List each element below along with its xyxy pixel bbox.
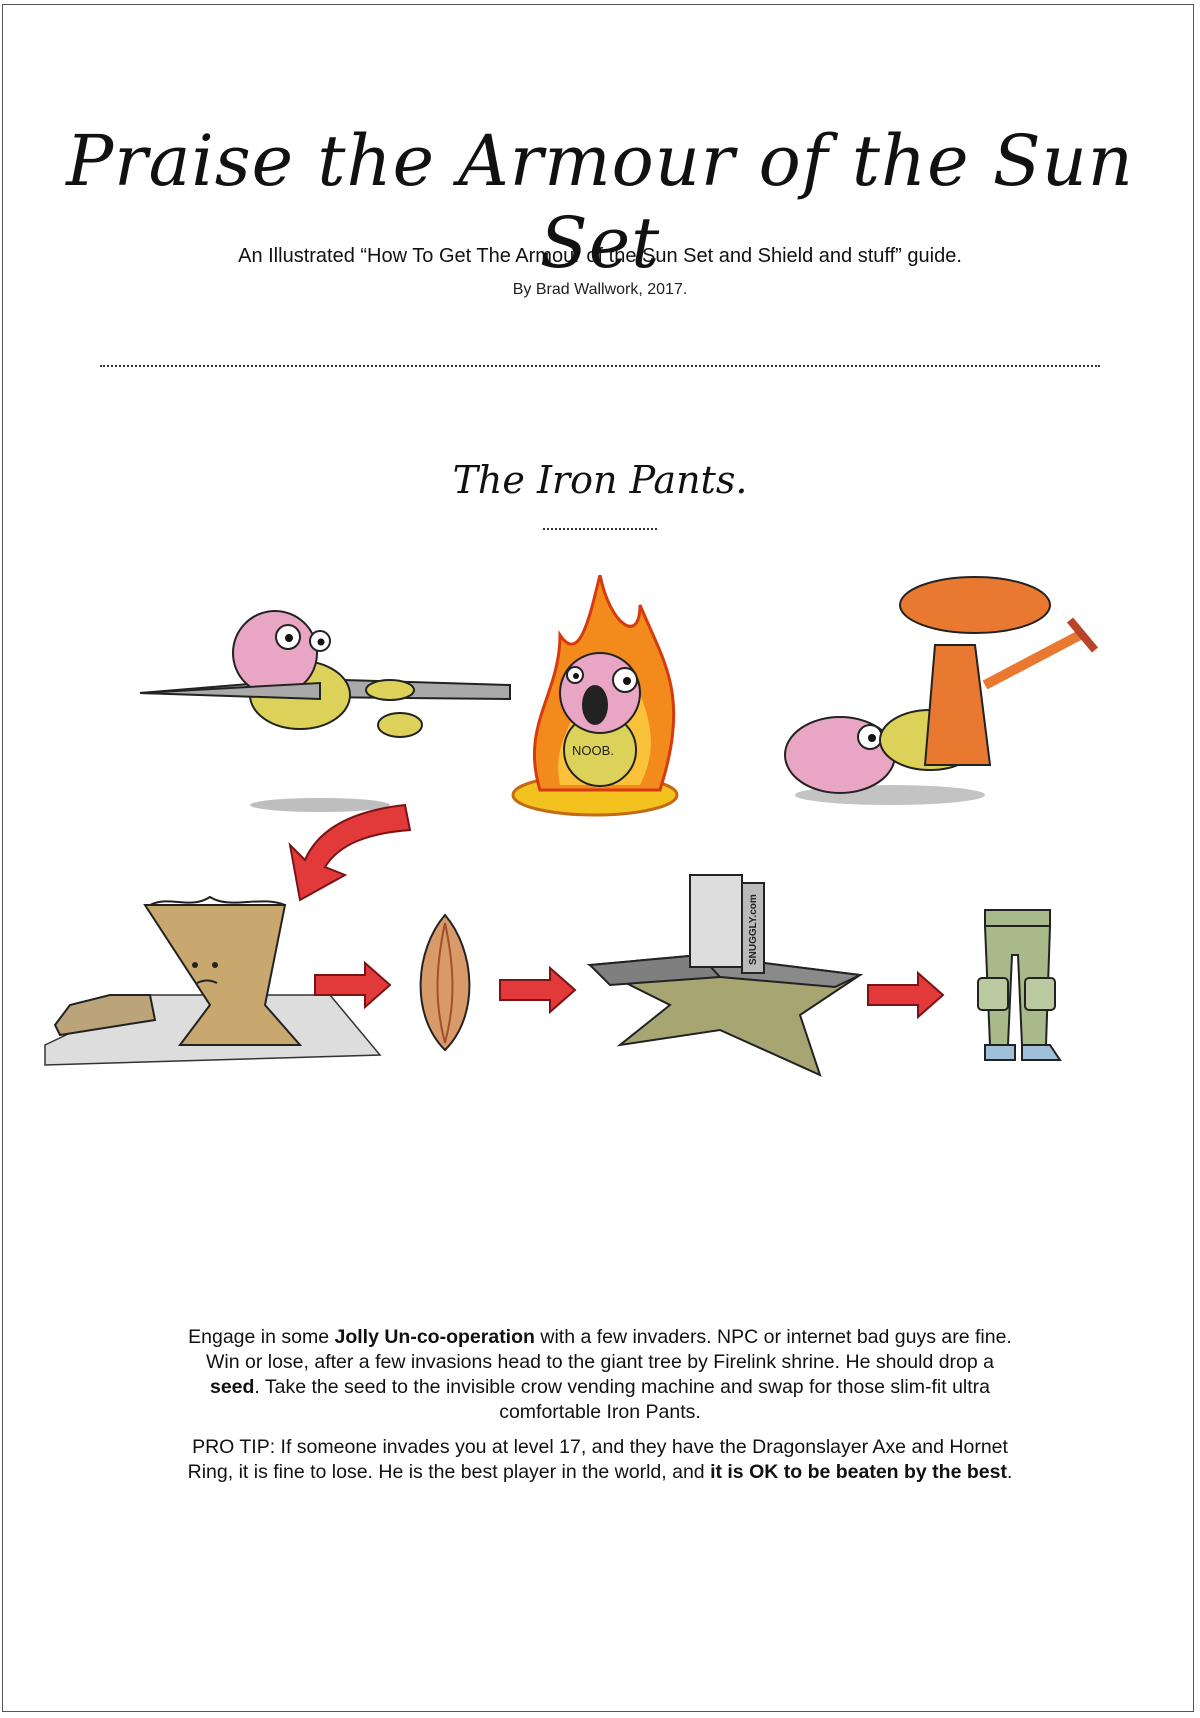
- bold-beaten-by-best: it is OK to be beaten by the best: [710, 1461, 1007, 1483]
- bold-jolly-uncooperation: Jolly Un-co-operation: [334, 1326, 535, 1348]
- burning-noob-drawing: [513, 575, 677, 815]
- curved-arrow: [290, 805, 410, 900]
- noob-badge: NOOB.: [572, 743, 614, 758]
- impaled-character-drawing: [140, 611, 510, 812]
- text-run: . Take the seed to the invisible crow vending machine and swap for those slim-fit ultra comfortable Iron Pants.: [254, 1376, 991, 1423]
- text-run: Engage in some: [188, 1326, 335, 1348]
- vending-machine-drawing: [590, 875, 860, 1075]
- iron-pants-drawing: [978, 910, 1060, 1060]
- text-run: .: [1006, 1461, 1013, 1483]
- text-run: with a few invaders. NPC or internet bad guys are fine. Win or lose, after a few invasions head to the giant tree by Firelink shrine. He should drop a: [206, 1326, 1012, 1373]
- text-run: PRO TIP: If someone invades you at level 17, and they have the Dragonslayer Axe and Hornet Ring, it is fine to lose. He is the best player in the world, and: [187, 1436, 1008, 1483]
- instructions: [180, 1325, 1020, 1495]
- seed-drawing: [421, 915, 470, 1050]
- section-underline: [543, 528, 657, 530]
- arrow-seed-to-vending: [500, 968, 575, 1012]
- subtitle: An Illustrated “How To Get The Armour of the Sun Set and Shield and stuff” guide.: [238, 245, 962, 267]
- arrow-vending-to-pants: [868, 973, 943, 1017]
- section-title: The Iron Pants.: [452, 458, 748, 502]
- instructions-paragraph: [180, 1325, 1020, 1425]
- bold-seed: seed: [209, 1376, 255, 1398]
- vending-label: SNUGGLY.com: [748, 894, 759, 965]
- pro-tip-paragraph: [180, 1435, 1020, 1485]
- byline: By Brad Wallwork, 2017.: [512, 281, 688, 298]
- page-title: Praise the Armour of the Sun Set: [66, 120, 1134, 284]
- mushroom-attacker-drawing: [785, 577, 1095, 805]
- guide-illustration: [0, 575, 1200, 1235]
- divider: [100, 365, 1100, 367]
